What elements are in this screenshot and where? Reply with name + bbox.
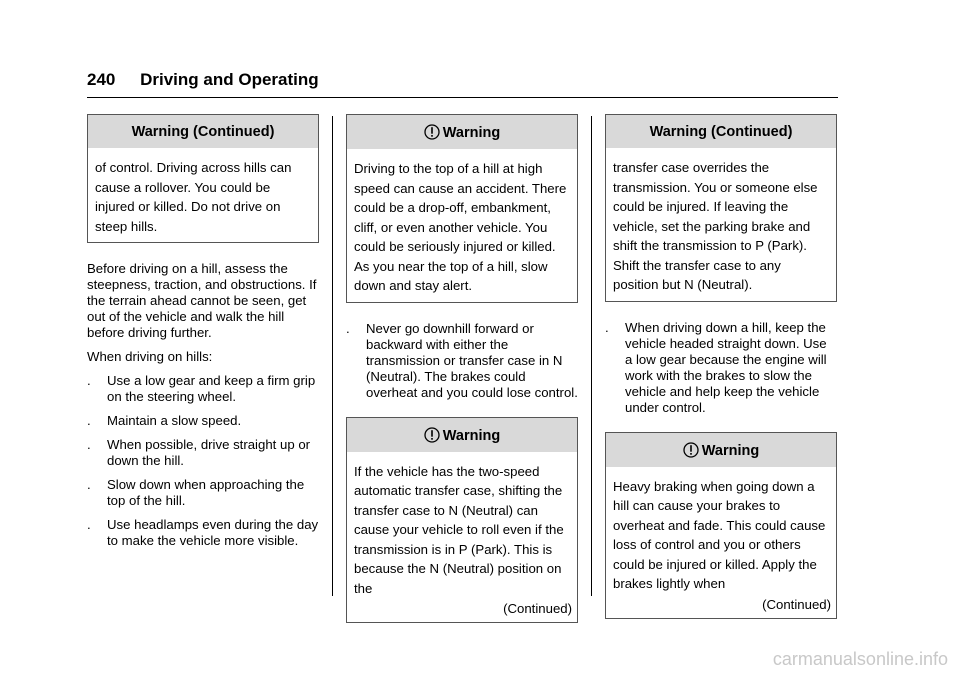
- warning-box-continued: [87, 114, 319, 243]
- warning-box: [605, 432, 837, 619]
- bullet-list: [346, 321, 578, 401]
- bullet-marker: .: [87, 477, 91, 492]
- warning-title: Warning: [442, 427, 501, 444]
- warning-title: Warning: [442, 125, 501, 141]
- list-item-text: Never go downhill forward or backward with either the transmission or transfer case in N (Neutral). The brakes could overheat and you could lose control.: [366, 320, 578, 400]
- header-rule: [87, 97, 838, 98]
- warning-body: transfer case overrides the transmission. You or someone else could be injured. If leaving the vehicle, set the parking brake and shift the transmission to P (Park). Shift the transfer case to any position but N (Neutral).: [613, 160, 818, 292]
- warning-title: Warning (Continued): [606, 115, 836, 148]
- warning-body: of control. Driving across hills can cause a rollover. You could be injured or killed. Do not drive on steep hills.: [95, 160, 292, 234]
- list-item-text: Use headlamps even during the day to make the vehicle more visible.: [107, 517, 319, 548]
- bullet-list: [605, 320, 837, 416]
- warning-title: Warning: [701, 442, 760, 459]
- warning-title-row: [347, 418, 577, 452]
- section-title: Driving and Operating: [140, 70, 319, 89]
- list-item-text: When possible, drive straight up or down the hill.: [107, 437, 311, 468]
- bullet-marker: .: [605, 319, 609, 335]
- bullet-list: [87, 373, 319, 549]
- list-item-text: Slow down when approaching the top of the hill.: [107, 477, 305, 508]
- bullet-marker: .: [87, 413, 91, 428]
- bullet-marker: .: [87, 437, 91, 452]
- warning-icon: [424, 427, 440, 443]
- list-item: [87, 437, 319, 469]
- warning-title-row: [606, 433, 836, 467]
- column-divider-1: [332, 116, 333, 596]
- warning-box-continued: [605, 114, 837, 302]
- list-item: [87, 477, 319, 509]
- column-3: [605, 114, 837, 637]
- warning-title: Warning (Continued): [88, 115, 318, 148]
- watermark: carmanualsonline.info: [772, 649, 948, 669]
- paragraph: Before driving on a hill, assess the steepness, traction, and obstructions. If the terrain ahead cannot be seen, get out of the vehicle and walk the hill before driving further.: [87, 261, 317, 340]
- continued-label: (Continued): [503, 601, 572, 616]
- warning-icon: [683, 442, 699, 458]
- warning-title-row: [347, 115, 577, 149]
- warning-box: [346, 114, 578, 303]
- bullet-marker: .: [346, 320, 350, 336]
- list-item: [605, 320, 837, 416]
- column-divider-2: [591, 116, 592, 596]
- list-item-text: Maintain a slow speed.: [107, 413, 242, 428]
- column-2: [346, 114, 578, 641]
- list-item: [87, 373, 319, 405]
- list-item: [346, 321, 578, 401]
- list-item: [87, 517, 319, 549]
- continued-label: (Continued): [762, 596, 831, 612]
- warning-body: If the vehicle has the two-speed automatic transfer case, shifting the transfer case to N (Neutral) can cause your vehicle to roll even if the transmission is in P (Park). This is because the N (Neutral) position on the: [354, 463, 564, 596]
- paragraph: When driving on hills:: [87, 349, 213, 364]
- page-number: 240: [87, 70, 116, 89]
- bullet-marker: .: [87, 373, 91, 388]
- warning-box: [346, 417, 578, 624]
- column-1: [87, 114, 319, 557]
- bullet-marker: .: [87, 517, 91, 532]
- warning-icon: [424, 124, 440, 140]
- list-item: [87, 413, 319, 429]
- page-header: [87, 70, 319, 90]
- list-item-text: Use a low gear and keep a firm grip on the steering wheel.: [107, 373, 316, 404]
- warning-body: Heavy braking when going down a hill can cause your brakes to overheat and fade. This could cause loss of control and you or others could be injured or killed. Apply the brakes lightly when: [613, 478, 826, 591]
- list-item-text: When driving down a hill, keep the vehicle headed straight down. Use a low gear because the engine will work with the brakes to slow the vehicle and help keep the vehicle under control.: [625, 319, 827, 415]
- warning-body: Driving to the top of a hill at high speed can cause an accident. There could be a drop-off, embankment, cliff, or even another vehicle. You could be seriously injured or killed. As you near the top of a hill, slow down and stay alert.: [354, 161, 567, 293]
